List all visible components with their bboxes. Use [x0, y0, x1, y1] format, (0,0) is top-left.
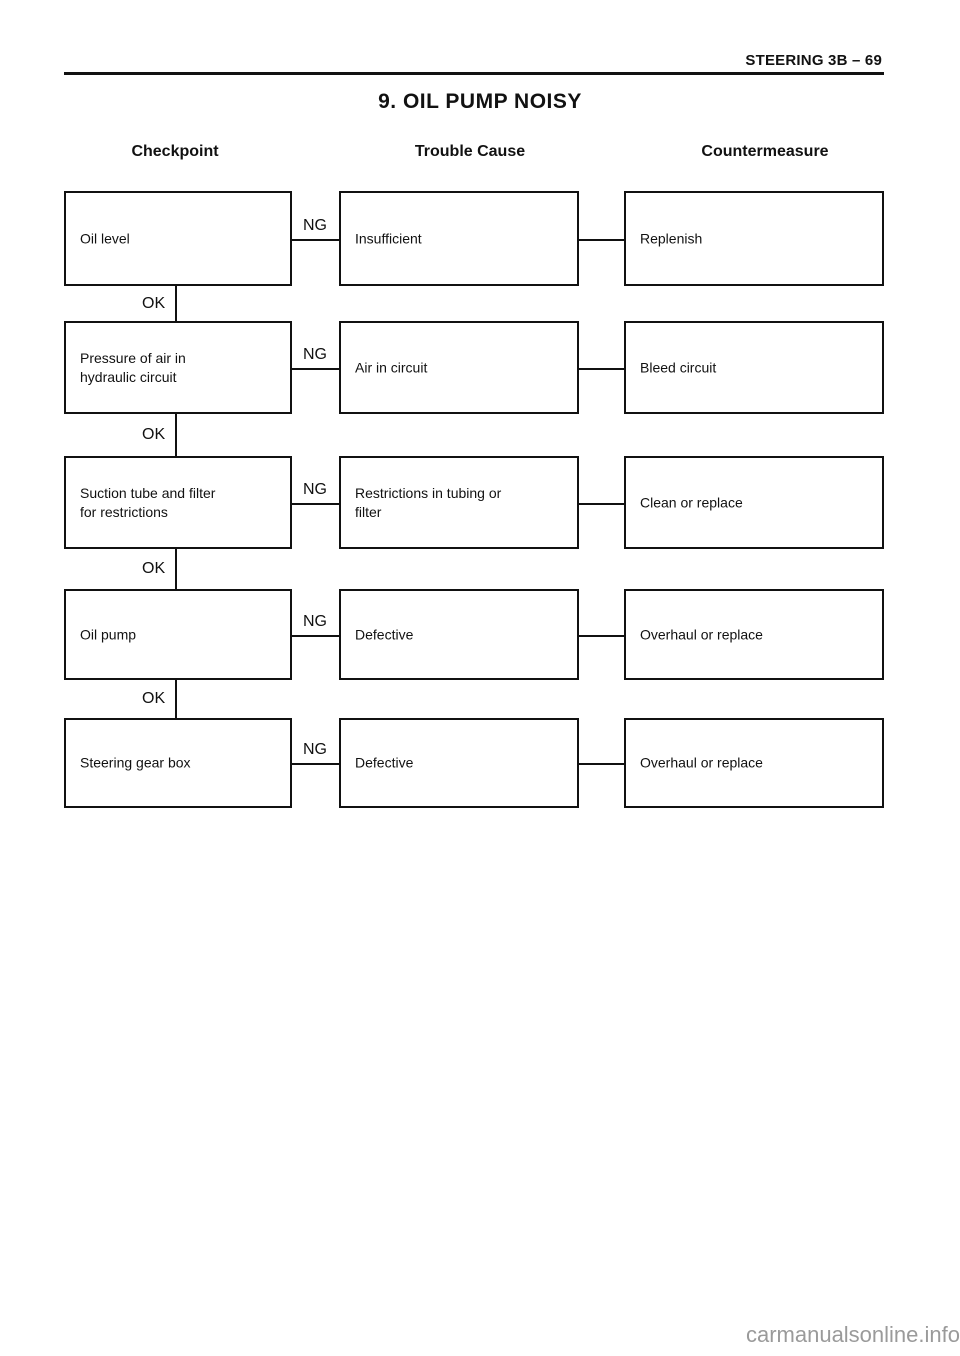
watermark: carmanualsonline.info	[745, 1322, 960, 1347]
countermeasure-connector	[579, 239, 624, 241]
checkpoint-box	[64, 456, 292, 549]
countermeasure-text: Replenish	[640, 230, 703, 246]
ng-connector	[292, 763, 339, 765]
ng-connector	[292, 368, 339, 370]
trouble-cause-text: Defective	[355, 754, 414, 771]
ng-connector	[292, 635, 339, 637]
ok-label: OK	[142, 295, 166, 312]
column-header-checkpoint: Checkpoint	[131, 143, 219, 160]
countermeasure-connector	[579, 763, 624, 765]
countermeasure-text: Overhaul or replace	[640, 754, 763, 771]
ng-connector	[292, 503, 339, 505]
ok-connector	[175, 549, 177, 589]
countermeasure-box	[624, 718, 884, 808]
ng-label: NG	[303, 481, 327, 498]
ok-label: OK	[142, 690, 166, 707]
ng-label: NG	[303, 217, 327, 234]
countermeasure-text: Clean or replace	[640, 494, 743, 510]
countermeasure-connector	[579, 368, 624, 370]
trouble-cause-text: Insufficient	[355, 230, 422, 246]
trouble-cause-box	[339, 456, 579, 549]
countermeasure-connector	[579, 635, 624, 637]
countermeasure-box	[624, 589, 884, 680]
trouble-cause-box	[339, 191, 579, 286]
trouble-cause-box	[339, 321, 579, 414]
column-header-countermeasure: Countermeasure	[701, 143, 829, 160]
ok-connector	[175, 680, 177, 718]
checkpoint-box	[64, 321, 292, 414]
countermeasure-box	[624, 191, 884, 286]
countermeasure-box	[624, 321, 884, 414]
ok-connector	[175, 414, 177, 456]
trouble-cause-box	[339, 718, 579, 808]
checkpoint-box	[64, 589, 292, 680]
column-header-trouble-cause: Trouble Cause	[414, 143, 526, 160]
ng-label: NG	[303, 346, 327, 363]
ng-label: NG	[303, 741, 327, 758]
countermeasure-connector	[579, 503, 624, 505]
countermeasure-text: Overhaul or replace	[640, 626, 763, 642]
trouble-cause-text: Defective	[355, 626, 414, 642]
ng-label: NG	[303, 613, 327, 630]
trouble-cause-box	[339, 589, 579, 680]
checkpoint-text: Steering gear box	[80, 754, 191, 771]
ok-connector	[175, 286, 177, 321]
ok-label: OK	[142, 560, 166, 577]
countermeasure-text: Bleed circuit	[640, 359, 717, 375]
ok-label: OK	[142, 426, 166, 443]
page-title: 9. OIL PUMP NOISY	[378, 90, 582, 113]
trouble-cause-text: Air in circuit	[355, 359, 428, 375]
page-header: STEERING 3B – 69	[745, 52, 882, 69]
checkpoint-text: Oil level	[80, 230, 130, 246]
checkpoint-text: Suction tube and filter for restrictions	[80, 484, 216, 520]
checkpoint-box	[64, 718, 292, 808]
checkpoint-text: Oil pump	[80, 626, 137, 642]
ng-connector	[292, 239, 339, 241]
checkpoint-box	[64, 191, 292, 286]
countermeasure-box	[624, 456, 884, 549]
header-divider	[64, 72, 884, 75]
trouble-cause-text: Restrictions in tubing or filter	[355, 484, 502, 520]
checkpoint-text: Pressure of air in hydraulic circuit	[80, 349, 186, 385]
